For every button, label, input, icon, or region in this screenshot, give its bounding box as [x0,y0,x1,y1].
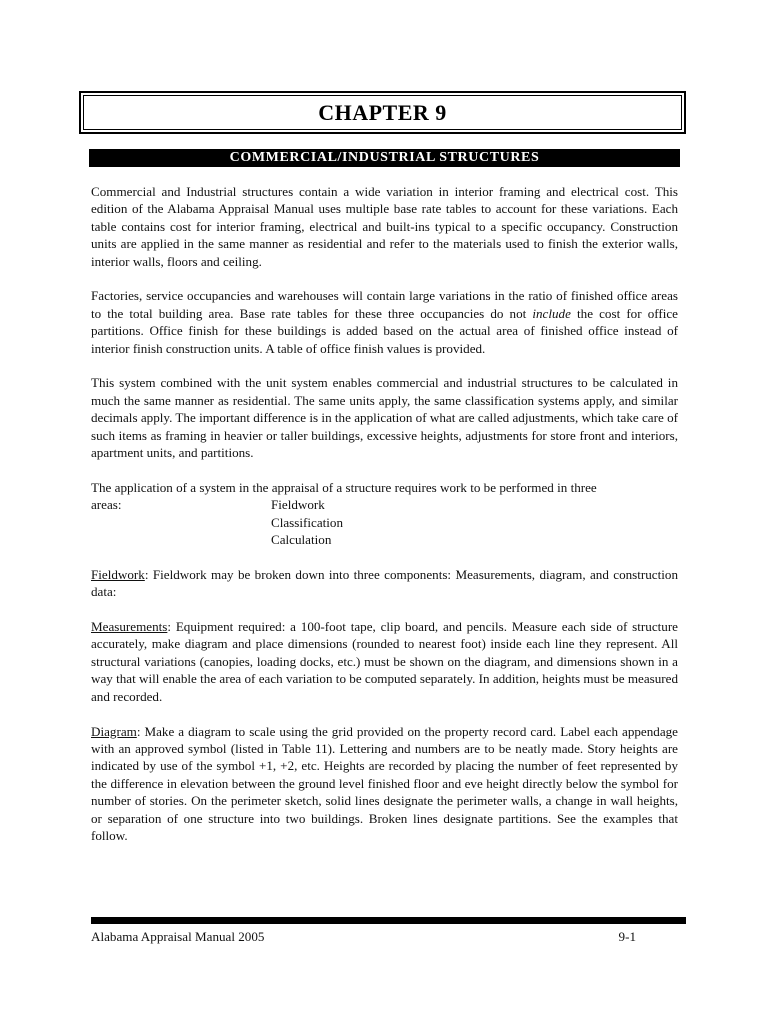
paragraph-measurements-text: : Equipment required: a 100-foot tape, clip board, and pencils. Measure each side of structure accurately, make diagram and place dimensions (rounded to nearest foot) inside each line they represent. All structural variations (canopies, loading docks, etc.) must be shown on the diagram, and dimensions shown in a way that will enable the area of each variation to be computed separately. In addition, heights must be measured and recorded. [91,619,678,704]
footer-page-number: 9-1 [618,929,636,944]
page-footer [91,929,678,945]
footer-rule [91,917,686,924]
footer-manual-title: Alabama Appraisal Manual 2005 [91,929,265,944]
area-item-calculation: Calculation [271,532,332,548]
area-item-fieldwork: Fieldwork [271,497,325,513]
paragraph-office-finish-text-1: Factories, service occupancies and warehouses will contain large variations in the ratio of finished office areas to the total building area. Base rate tables for these three occupancies do not [91,288,678,321]
areas-label: areas: [91,497,122,513]
paragraph-measurements [91,618,678,705]
paragraph-application-text: The application of a system in the appraisal of a structure requires work to be performed in three [91,479,597,495]
term-fieldwork: Fieldwork [91,566,145,582]
chapter-title-box [79,91,686,134]
area-item-classification: Classification [271,514,344,530]
paragraph-diagram-text: : Make a diagram to scale using the grid provided on the property record card. Label each appendage with an approved symbol (listed in Table 11). Lettering and numbers are to be neatly made. Story heights are indicated by use of the symbol +1, +2, etc. Heights are recorded by placing the number of feet represented by the difference in elevation between the ground level finished floor and eve height directly below the symbol for number of stories. On the perimeter sketch, solid lines designate the perimeter walls, a change in wall heights, or separation of one structure into two buildings. Broken lines designate partitions. See the examples that follow. [91,723,678,843]
areas-first-line [91,496,678,513]
paragraph-application [91,479,678,549]
section-title: COMMERCIAL/INDUSTRIAL STRUCTURES [229,150,540,165]
paragraph-office-finish [91,287,678,357]
paragraph-fieldwork [91,566,678,601]
chapter-title: CHAPTER 9 [318,99,447,125]
section-title-bar [89,149,680,167]
paragraph-intro: Commercial and Industrial structures contain a wide variation in interior framing and electrical cost. This edition of the Alabama Appraisal Manual uses multiple base rate tables to account for these variations. Each table contains cost for interior framing, electrical and built-ins typical to a specific occupancy. Construction units are applied in the same manner as residential and refer to the materials used to finish the exterior walls, interior walls, floors and ceiling. [91,184,678,269]
emphasis-include: include [532,305,571,321]
paragraph-unit-system: This system combined with the unit system enables commercial and industrial structures to be calculated in much the same manner as residential. The same units apply, the same classification systems apply, and similar decimals apply. The important difference is in the application of what are called adjustments, which take care of such items as framing in heavier or taller buildings, excessive heights, adjustments for store front and interiors, apartment units, and partitions. [91,375,678,461]
paragraph-fieldwork-text: : Fieldwork may be broken down into three components: Measurements, diagram, and construction data: [91,566,678,600]
term-diagram: Diagram [91,723,137,739]
paragraph-diagram [91,723,678,845]
chapter-title-inner-frame [83,95,682,130]
term-measurements: Measurements [91,619,168,635]
paragraph-office-finish-text-2: the cost for office partitions. Office finish for these buildings is added based on the actual area of finished office instead of interior finish construction units. A table of office finish values is provided. [91,305,678,356]
document-body [91,183,678,862]
